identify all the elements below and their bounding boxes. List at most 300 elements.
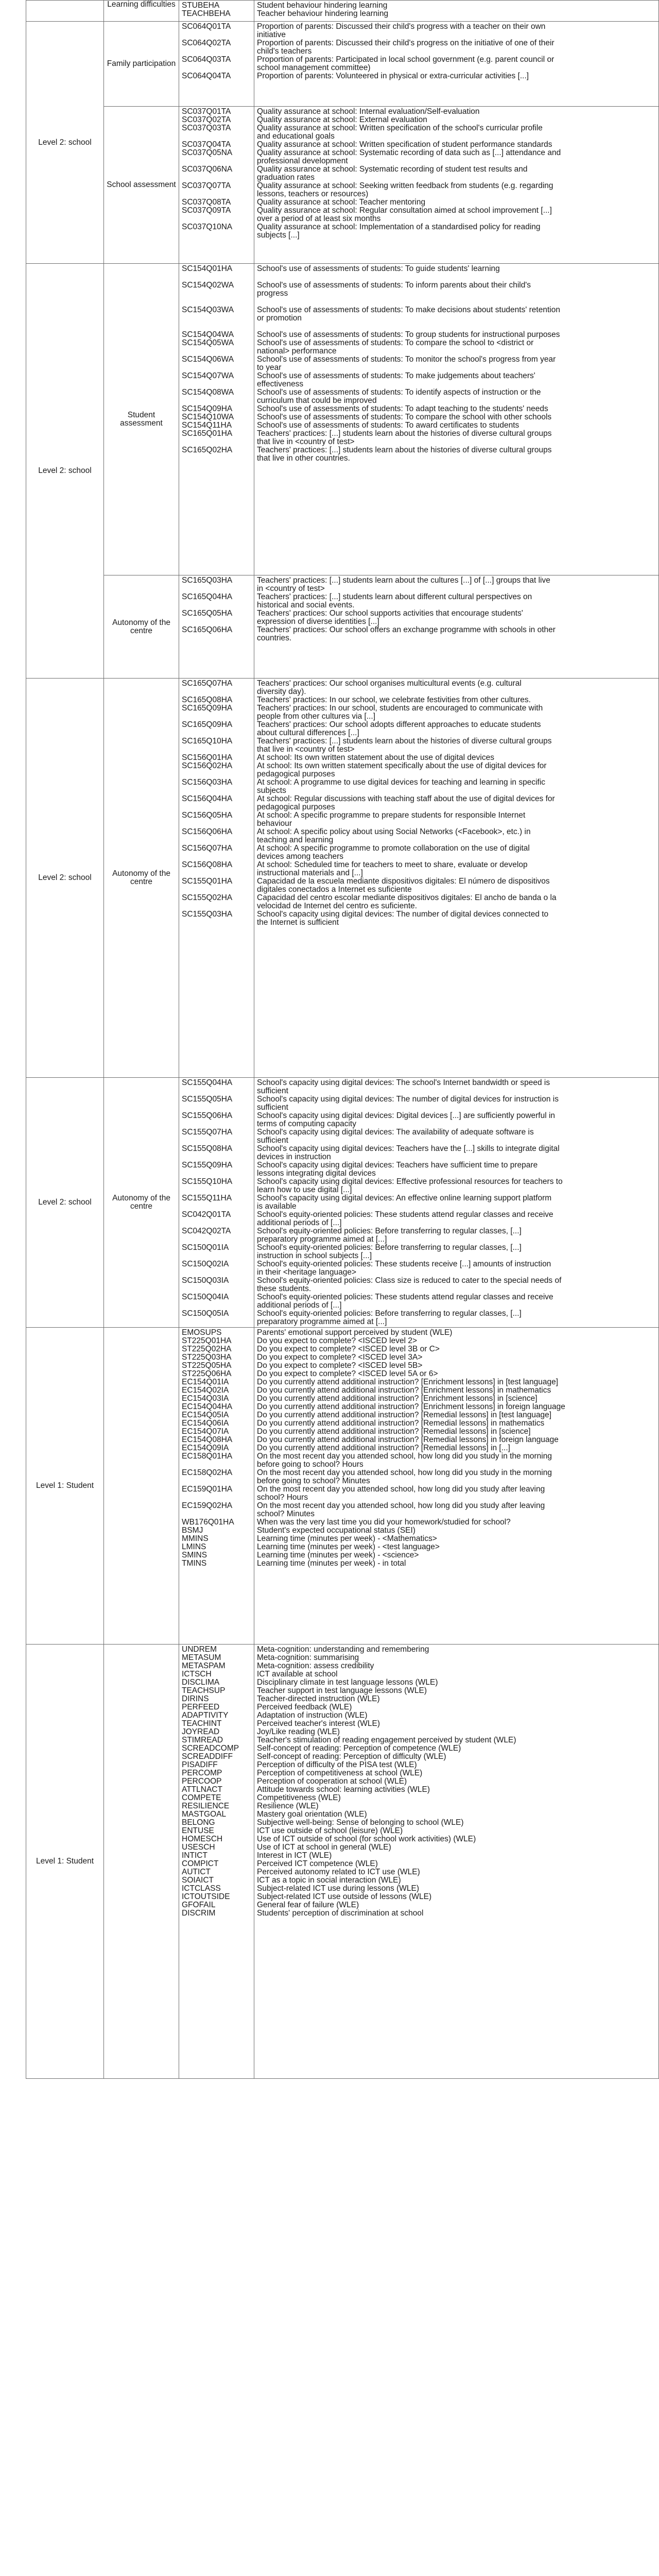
variable-description: At school: Scheduled time for teachers to meet to share, evaluate or develop bbox=[257, 860, 528, 869]
header-cell-category: Learning difficulties bbox=[104, 1, 179, 22]
variable-code bbox=[182, 902, 251, 910]
variable-code: ATTLNACT bbox=[182, 1786, 222, 1794]
variable-code bbox=[182, 174, 251, 182]
variable-code bbox=[182, 132, 251, 141]
variable-description: teaching and learning bbox=[257, 836, 334, 844]
variable-description: Do you currently attend additional instruction? [Remedial lessons] in [science] bbox=[257, 1427, 531, 1436]
variable-code: SC037Q05NA bbox=[182, 149, 233, 157]
variable-code bbox=[182, 1235, 251, 1244]
variable-description: School's capacity using digital devices: An effective online learning support platform bbox=[257, 1194, 552, 1202]
variable-description: School's equity-oriented policies: These students attend regular classes and receive bbox=[257, 1210, 553, 1219]
variable-description: Teachers' practices: [...] students learn about the histories of diverse cultural groups bbox=[257, 429, 552, 438]
table-row bbox=[26, 264, 659, 575]
variable-description: Attitude towards school: learning activities (WLE) bbox=[257, 1785, 430, 1794]
variable-description: Do you expect to complete? <ISCED level 3B or C> bbox=[257, 1345, 440, 1353]
variable-description: and educational goals bbox=[257, 132, 335, 141]
variable-description: School's use of assessments of students: To compare the school to <district or bbox=[257, 338, 534, 347]
variable-code: SC165Q07HA bbox=[182, 680, 233, 688]
table-row bbox=[26, 107, 659, 264]
variable-code: ST225Q05HA bbox=[182, 1362, 232, 1370]
variable-description: Teachers' practices: [...] students learn about the cultures [...] of [...] groups that live bbox=[257, 576, 550, 585]
variable-description: or promotion bbox=[257, 314, 302, 323]
variable-code bbox=[182, 1252, 251, 1260]
description-cell bbox=[254, 575, 659, 679]
variable-code: METASUM bbox=[182, 1654, 221, 1662]
variable-code: SC037Q01TA bbox=[182, 108, 231, 116]
variable-cell bbox=[179, 1328, 254, 1645]
variable-code: SC150Q04IA bbox=[182, 1293, 229, 1301]
variable-code: METASPAM bbox=[182, 1662, 226, 1670]
variable-description: At school: A specific programme to prepare students for responsible Internet bbox=[257, 811, 526, 820]
variable-description: School's capacity using digital devices: The school's Internet bandwidth or speed is bbox=[257, 1078, 550, 1087]
variable-code: SC154Q05WA bbox=[182, 339, 234, 347]
variable-description: Teachers' practices: In our school, we celebrate festivities from other cultures. bbox=[257, 696, 531, 704]
header-variable-line: STUBEHA bbox=[182, 2, 220, 10]
variable-code: SC156Q03HA bbox=[182, 778, 233, 787]
variable-description: Meta-cognition: assess credibility bbox=[257, 1662, 374, 1670]
variable-code bbox=[182, 47, 251, 56]
variable-description: School's use of assessments of students: To group students for instructional purposes bbox=[257, 330, 560, 339]
variable-code: HOMESCH bbox=[182, 1835, 223, 1843]
variable-code: SC037Q02TA bbox=[182, 116, 231, 124]
variable-description: At school: Its own written statement specifically about the use of digital devices for bbox=[257, 761, 547, 770]
header-cell-level bbox=[26, 1, 104, 22]
variable-description: Capacidad de la escuela mediante dispositivos digitales: El número de dispositivos bbox=[257, 877, 550, 886]
variable-description: that live in <country of test> bbox=[257, 745, 355, 754]
variable-description: Do you currently attend additional instruction? [Enrichment lessons] in [science] bbox=[257, 1394, 537, 1403]
variable-description: Do you currently attend additional instruction? [Remedial lessons] in [...] bbox=[257, 1444, 510, 1452]
variable-code bbox=[182, 438, 251, 446]
variable-code: TEACHINT bbox=[182, 1720, 222, 1728]
variable-description: child's teachers bbox=[257, 47, 312, 56]
variable-description: Perceived feedback (WLE) bbox=[257, 1703, 352, 1711]
variable-cell bbox=[179, 22, 254, 107]
variable-cell bbox=[179, 1078, 254, 1328]
variable-description: Subject-related ICT use outside of lessons (WLE) bbox=[257, 1892, 432, 1901]
variable-code bbox=[182, 190, 251, 198]
variable-code: SC037Q03TA bbox=[182, 124, 231, 132]
variable-description: School's use of assessments of students: To adapt teaching to the students' needs bbox=[257, 404, 548, 413]
variable-code: SC154Q08WA bbox=[182, 388, 234, 397]
variable-code: ICTOUTSIDE bbox=[182, 1893, 230, 1901]
variable-code bbox=[182, 273, 251, 281]
variable-code: SC156Q01HA bbox=[182, 754, 233, 762]
variable-code bbox=[182, 729, 251, 737]
variable-code bbox=[182, 64, 251, 72]
variable-description: Meta-cognition: understanding and remembering bbox=[257, 1645, 429, 1654]
variable-code: SC155Q04HA bbox=[182, 1079, 233, 1087]
variable-code bbox=[182, 820, 251, 828]
variable-description: Subjective well-being: Sense of belonging to school (WLE) bbox=[257, 1818, 464, 1827]
variable-description: Proportion of parents: Volunteered in physical or extra-curricular activities [...] bbox=[257, 72, 529, 80]
variable-code bbox=[182, 886, 251, 894]
variable-description: ICT available at school bbox=[257, 1670, 338, 1679]
variable-description: School's equity-oriented policies: Before transferring to regular classes, [...] bbox=[257, 1243, 522, 1252]
variable-code: SC154Q03WA bbox=[182, 306, 234, 314]
variable-description: School's use of assessments of students: To make decisions about students' retention bbox=[257, 306, 560, 314]
variable-description: At school: A specific programme to promote collaboration on the use of digital bbox=[257, 844, 530, 853]
variable-code bbox=[182, 1301, 251, 1310]
variable-description: Joy/Like reading (WLE) bbox=[257, 1727, 340, 1736]
variable-description: that live in other countries. bbox=[257, 454, 350, 463]
variable-code: PISADIFF bbox=[182, 1761, 218, 1769]
variable-code bbox=[182, 1087, 251, 1095]
variable-code: SC064Q04TA bbox=[182, 72, 231, 80]
variable-description: in <country of test> bbox=[257, 584, 325, 593]
variable-description: school? Minutes bbox=[257, 1510, 315, 1518]
variable-description: Resilience (WLE) bbox=[257, 1802, 319, 1810]
variable-code bbox=[182, 454, 251, 463]
variable-code: JOYREAD bbox=[182, 1728, 220, 1736]
variable-code: SC042Q01TA bbox=[182, 1211, 231, 1219]
variable-description: professional development bbox=[257, 157, 348, 165]
variable-description: Learning time (minutes per week) - in total bbox=[257, 1559, 406, 1568]
variable-code: ICTCLASS bbox=[182, 1885, 221, 1893]
description-cell bbox=[254, 679, 659, 1078]
variable-code: EC158Q02HA bbox=[182, 1469, 233, 1477]
variable-description: over a period of at least six months bbox=[257, 214, 381, 223]
variable-code bbox=[182, 634, 251, 642]
variable-code bbox=[182, 364, 251, 372]
variable-description bbox=[257, 323, 656, 331]
variable-description: Perception of competitiveness at school (WLE) bbox=[257, 1769, 423, 1777]
variable-description: school management committee) bbox=[257, 63, 371, 72]
variable-code: EC154Q02IA bbox=[182, 1386, 229, 1395]
variable-description: initiative bbox=[257, 30, 286, 39]
variable-description: the Internet is sufficient bbox=[257, 918, 339, 927]
variable-code: SC155Q02HA bbox=[182, 894, 233, 902]
variable-code bbox=[182, 31, 251, 39]
variable-code bbox=[182, 1268, 251, 1277]
variable-description: Teacher support in test language lessons (WLE) bbox=[257, 1686, 427, 1695]
variable-description: Disciplinary climate in test language lessons (WLE) bbox=[257, 1678, 438, 1687]
variable-code: AUTICT bbox=[182, 1868, 211, 1876]
variable-code bbox=[182, 290, 251, 298]
variable-code: BSMJ bbox=[182, 1527, 203, 1535]
variable-description: Mastery goal orientation (WLE) bbox=[257, 1810, 367, 1819]
variable-description: School's equity-oriented policies: These students attend regular classes and receive bbox=[257, 1293, 553, 1301]
variable-description: School's use of assessments of students: To guide students' learning bbox=[257, 264, 500, 273]
variable-code bbox=[182, 836, 251, 844]
level-cell: Level 2: school bbox=[26, 22, 104, 264]
category-cell: Autonomy of the centre bbox=[104, 679, 179, 1078]
variable-description: is available bbox=[257, 1202, 297, 1211]
variable-code: DISCRIM bbox=[182, 1909, 216, 1918]
variables-table bbox=[26, 0, 659, 2079]
variable-description: countries. bbox=[257, 634, 292, 642]
variable-description: Students' perception of discrimination at school bbox=[257, 1909, 424, 1918]
variable-code: ST225Q06HA bbox=[182, 1370, 232, 1378]
variable-code bbox=[182, 1170, 251, 1178]
variable-description: Do you currently attend additional instruction? [Enrichment lessons] in foreign language bbox=[257, 1402, 565, 1411]
level-cell: Level 1: Student bbox=[26, 1645, 104, 2079]
variable-description: diversity day). bbox=[257, 687, 306, 696]
level-cell: Level 1: Student bbox=[26, 1328, 104, 1645]
variable-description: that live in <country of test> bbox=[257, 437, 355, 446]
description-cell bbox=[254, 1078, 659, 1328]
variable-code bbox=[182, 601, 251, 609]
variable-description: these students. bbox=[257, 1284, 311, 1293]
variable-code: USESCH bbox=[182, 1843, 215, 1852]
variable-description: School's equity-oriented policies: Before transferring to regular classes, [...] bbox=[257, 1227, 522, 1235]
variable-code: SC154Q04WA bbox=[182, 331, 234, 339]
variable-code: PERFEED bbox=[182, 1703, 220, 1711]
variable-code: SC154Q11HA bbox=[182, 421, 232, 430]
variable-description: Teachers' practices: In our school, students are encouraged to communicate with bbox=[257, 704, 543, 713]
variable-code: SC155Q09HA bbox=[182, 1161, 233, 1170]
variable-description: to year bbox=[257, 363, 282, 372]
variable-description: Teachers' practices: [...] students learn about different cultural perspectives on bbox=[257, 592, 532, 601]
variable-code: EC159Q01HA bbox=[182, 1485, 233, 1494]
variable-description: preparatory programme aimed at [...] bbox=[257, 1235, 387, 1244]
variable-description: Adaptation of instruction (WLE) bbox=[257, 1711, 368, 1720]
variable-description: Use of ICT outside of school (for school work activities) (WLE) bbox=[257, 1835, 476, 1843]
variable-description: On the most recent day you attended school, how long did you study after leaving bbox=[257, 1485, 545, 1494]
level-cell: Level 2: school bbox=[26, 679, 104, 1078]
variable-description: expression of diverse identities [...] bbox=[257, 617, 379, 626]
variable-code: SC155Q01HA bbox=[182, 877, 233, 886]
variable-description: Proportion of parents: Discussed their child's progress with a teacher on their own bbox=[257, 22, 546, 31]
variable-description: Do you expect to complete? <ISCED level 3A> bbox=[257, 1353, 423, 1362]
variable-code: DIRINS bbox=[182, 1695, 209, 1703]
variable-code: SC155Q03HA bbox=[182, 910, 233, 919]
variable-code: SC165Q10HA bbox=[182, 737, 233, 745]
variable-description: instruction in school subjects [...] bbox=[257, 1251, 372, 1260]
variable-description: Do you currently attend additional instruction? [Remedial lessons] in foreign language bbox=[257, 1435, 559, 1444]
variable-description: Learning time (minutes per week) - <test language> bbox=[257, 1543, 440, 1551]
variable-description: School's use of assessments of students: To inform parents about their child's bbox=[257, 281, 531, 290]
variable-code bbox=[182, 1186, 251, 1194]
variable-code: SC037Q10NA bbox=[182, 223, 233, 231]
variable-code: STIMREAD bbox=[182, 1736, 223, 1744]
header-cell-description bbox=[254, 1, 659, 22]
variable-code: LMINS bbox=[182, 1543, 206, 1551]
table-header-row bbox=[26, 1, 659, 22]
variable-code: PERCOOP bbox=[182, 1777, 222, 1786]
variable-code bbox=[182, 688, 251, 696]
variable-code: SC037Q09TA bbox=[182, 207, 231, 215]
variable-code: SC165Q01HA bbox=[182, 430, 233, 438]
variable-cell bbox=[179, 1645, 254, 2079]
variable-description: Teachers' practices: Our school organises multicultural events (e.g. cultural bbox=[257, 679, 522, 688]
variable-description: School's equity-oriented policies: Class size is reduced to cater to the special needs of bbox=[257, 1276, 562, 1285]
variable-code: SC165Q09HA bbox=[182, 721, 233, 729]
table-row bbox=[26, 575, 659, 679]
variable-code: SC155Q06HA bbox=[182, 1112, 233, 1120]
variable-description: Perception of cooperation at school (WLE) bbox=[257, 1777, 407, 1786]
variable-description: School's capacity using digital devices: Teachers have the [...] skills to integrate digital bbox=[257, 1144, 560, 1153]
variable-description: digitales conectados a Internet es suficiente bbox=[257, 885, 412, 894]
variable-description: Capacidad del centro escolar mediante dispositivos digitales: El ancho de banda o la bbox=[257, 893, 557, 902]
variable-code: SC154Q01HA bbox=[182, 265, 233, 273]
variable-description: pedagogical purposes bbox=[257, 770, 335, 778]
variable-description bbox=[257, 273, 656, 281]
variable-code: SC037Q06NA bbox=[182, 165, 233, 174]
variable-code: SCREADCOMP bbox=[182, 1744, 239, 1753]
variable-description: Quality assurance at school: Internal evaluation/Self-evaluation bbox=[257, 107, 480, 116]
variable-code: RESILIENCE bbox=[182, 1802, 230, 1810]
variable-description: school? Hours bbox=[257, 1493, 308, 1502]
variable-code: ICTSCH bbox=[182, 1670, 212, 1679]
variable-code: SC037Q08TA bbox=[182, 198, 231, 207]
category-cell: Autonomy of the centre bbox=[104, 1078, 179, 1328]
variable-description: School's use of assessments of students: To compare the school with other schools bbox=[257, 413, 552, 421]
variable-description: School's use of assessments of students: To make judgements about teachers' bbox=[257, 371, 535, 380]
header-cell-variable bbox=[179, 1, 254, 22]
variable-code bbox=[182, 157, 251, 165]
variable-code: ADAPTIVITY bbox=[182, 1711, 229, 1720]
variable-description: people from other cultures via [...] bbox=[257, 712, 376, 721]
variable-description: Perceived ICT competence (WLE) bbox=[257, 1859, 378, 1868]
variable-description: ICT as a topic in social interaction (WLE) bbox=[257, 1876, 401, 1885]
table-row bbox=[26, 1078, 659, 1328]
variable-description: Do you expect to complete? <ISCED level 2> bbox=[257, 1336, 418, 1345]
variable-code: SC037Q04TA bbox=[182, 141, 231, 149]
description-cell bbox=[254, 264, 659, 575]
variable-code bbox=[182, 1318, 251, 1326]
variable-description: instructional materials and [...] bbox=[257, 869, 363, 877]
variable-code bbox=[182, 1477, 251, 1485]
variable-code: EC154Q04HA bbox=[182, 1403, 233, 1411]
variable-code: SC155Q07HA bbox=[182, 1128, 233, 1137]
variable-code: EC154Q06IA bbox=[182, 1419, 229, 1428]
variable-description: Parents' emotional support perceived by student (WLE) bbox=[257, 1328, 453, 1337]
variable-description: School's capacity using digital devices: The availability of adequate software is bbox=[257, 1128, 534, 1137]
variable-code: EC154Q09IA bbox=[182, 1444, 229, 1452]
variable-code: SC165Q03HA bbox=[182, 577, 233, 585]
variable-description: additional periods of [...] bbox=[257, 1218, 342, 1227]
variable-description: School's capacity using digital devices: The number of digital devices connected to bbox=[257, 910, 549, 919]
variable-code: SC042Q02TA bbox=[182, 1227, 231, 1235]
variable-code: SC154Q06WA bbox=[182, 355, 234, 364]
variable-description: ICT use outside of school (leisure) (WLE) bbox=[257, 1826, 403, 1835]
variable-description: Student's expected occupational status (SEI) bbox=[257, 1526, 415, 1535]
variable-description: Perceived autonomy related to ICT use (WLE) bbox=[257, 1868, 420, 1876]
variable-code bbox=[182, 1202, 251, 1211]
variable-code bbox=[182, 380, 251, 388]
variable-code: SCREADDIFF bbox=[182, 1753, 233, 1761]
variable-description: curriculum that could be improved bbox=[257, 396, 377, 405]
variable-code: ENTUSE bbox=[182, 1827, 214, 1835]
variable-description: On the most recent day you attended school, how long did you study in the morning bbox=[257, 1452, 552, 1461]
variable-code: SC156Q04HA bbox=[182, 795, 233, 803]
variable-code: MASTGOAL bbox=[182, 1810, 227, 1819]
variable-description: learn how to use digital [...] bbox=[257, 1185, 352, 1194]
variable-code: EC154Q01IA bbox=[182, 1378, 229, 1386]
variable-description: devices in instruction bbox=[257, 1153, 331, 1161]
variable-code bbox=[182, 787, 251, 795]
variable-code: SC155Q11HA bbox=[182, 1194, 232, 1202]
table-row bbox=[26, 1328, 659, 1645]
variable-cell bbox=[179, 264, 254, 575]
variable-code bbox=[182, 1104, 251, 1112]
variable-code: SOIAICT bbox=[182, 1876, 214, 1885]
variable-code: BELONG bbox=[182, 1819, 215, 1827]
variable-code: SC165Q08HA bbox=[182, 696, 233, 704]
variable-code: DISCLIMA bbox=[182, 1679, 220, 1687]
variable-description: in their <heritage language> bbox=[257, 1268, 357, 1277]
variable-description: At school: A programme to use digital devices for teaching and learning in specific bbox=[257, 778, 546, 787]
variable-description: Do you expect to complete? <ISCED level 5B> bbox=[257, 1361, 423, 1370]
variable-description: Use of ICT at school in general (WLE) bbox=[257, 1843, 391, 1852]
table-row bbox=[26, 679, 659, 1078]
variable-description: Do you currently attend additional instruction? [Remedial lessons] in mathematics bbox=[257, 1419, 545, 1428]
variable-code bbox=[182, 231, 251, 240]
variable-description: Self-concept of reading: Perception of competence (WLE) bbox=[257, 1744, 461, 1753]
description-cell bbox=[254, 1328, 659, 1645]
variable-description: velocidad de Internet del centro es suficiente. bbox=[257, 902, 418, 910]
variable-description: graduation rates bbox=[257, 173, 315, 182]
variable-description: before going to school? Minutes bbox=[257, 1477, 370, 1485]
variable-description: before going to school? Hours bbox=[257, 1460, 363, 1469]
variable-code bbox=[182, 853, 251, 861]
variable-description: sufficient bbox=[257, 1136, 288, 1145]
variable-code bbox=[182, 298, 251, 306]
variable-description: At school: Its own written statement about the use of digital devices bbox=[257, 753, 494, 762]
variable-code: EC154Q08HA bbox=[182, 1436, 233, 1444]
variable-code bbox=[182, 314, 251, 323]
variable-description: School's equity-oriented policies: These students receive [...] amounts of instruction bbox=[257, 1260, 551, 1268]
variable-description: Interest in ICT (WLE) bbox=[257, 1851, 332, 1860]
variable-description: Perception of difficulty of the PISA test (WLE) bbox=[257, 1760, 417, 1769]
variable-code bbox=[182, 397, 251, 405]
variable-code bbox=[182, 919, 251, 927]
variable-description: preparatory programme aimed at [...] bbox=[257, 1317, 387, 1326]
variable-description: School's capacity using digital devices: Teachers have sufficient time to prepare bbox=[257, 1161, 538, 1170]
header-description-line: Student behaviour hindering learning bbox=[257, 1, 388, 10]
variable-description: School's use of assessments of students: To identify aspects of instruction or the bbox=[257, 388, 541, 397]
variable-code: SC154Q09HA bbox=[182, 405, 233, 413]
variable-code: UNDREM bbox=[182, 1646, 217, 1654]
variable-code: SC156Q02HA bbox=[182, 762, 233, 770]
variable-code: SC064Q03TA bbox=[182, 56, 231, 64]
variable-description: Teachers' practices: [...] students learn about the histories of diverse cultural groups bbox=[257, 446, 552, 454]
variable-code: EC154Q05IA bbox=[182, 1411, 229, 1419]
variable-description: Meta-cognition: summarising bbox=[257, 1653, 359, 1662]
variable-description: devices among teachers bbox=[257, 852, 344, 861]
variable-cell bbox=[179, 679, 254, 1078]
variable-code: GFOFAIL bbox=[182, 1901, 216, 1909]
variable-description: Quality assurance at school: Written specification of student performance standards bbox=[257, 140, 552, 149]
description-cell bbox=[254, 1645, 659, 2079]
variable-description: sufficient bbox=[257, 1103, 288, 1112]
variable-code: COMPICT bbox=[182, 1860, 219, 1868]
variable-code: SC155Q05HA bbox=[182, 1095, 233, 1104]
variable-code bbox=[182, 713, 251, 721]
table-row bbox=[26, 1645, 659, 2079]
variable-description: General fear of failure (WLE) bbox=[257, 1901, 359, 1909]
variable-code: SC150Q03IA bbox=[182, 1277, 229, 1285]
variable-description: Quality assurance at school: Written specification of the school's curricular profile bbox=[257, 124, 543, 132]
variable-description: Do you expect to complete? <ISCED level 5A or 6> bbox=[257, 1369, 438, 1378]
variable-description: School's capacity using digital devices: Digital devices [...] are sufficiently powerful in bbox=[257, 1111, 556, 1120]
variable-description: Learning time (minutes per week) - <Mathematics> bbox=[257, 1534, 437, 1543]
variable-code: SMINS bbox=[182, 1551, 207, 1560]
variable-code: SC165Q02HA bbox=[182, 446, 233, 454]
variable-code: SC165Q06HA bbox=[182, 626, 233, 634]
category-cell bbox=[104, 1645, 179, 2079]
category-cell bbox=[104, 1328, 179, 1645]
variable-description: Teachers' practices: [...] students learn about the histories of diverse cultural groups bbox=[257, 737, 552, 745]
variable-code: SC154Q10WA bbox=[182, 413, 234, 421]
variable-description: School's capacity using digital devices: Effective professional resources for teachers to bbox=[257, 1177, 563, 1186]
variable-code: COMPETE bbox=[182, 1794, 221, 1802]
variable-code: EMOSUPS bbox=[182, 1329, 222, 1337]
variable-description: Quality assurance at school: Systematic recording of data such as [...] attendance and bbox=[257, 148, 561, 157]
variable-code: SC064Q02TA bbox=[182, 39, 231, 47]
variable-code: MMINS bbox=[182, 1535, 209, 1543]
table-row bbox=[26, 22, 659, 107]
